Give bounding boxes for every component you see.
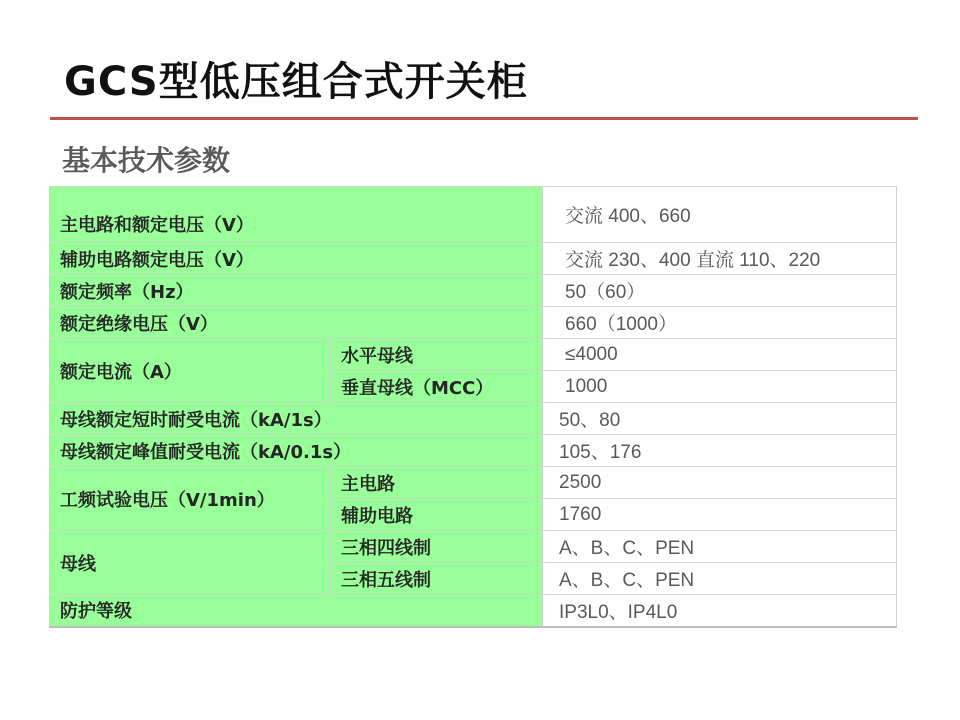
table-row xyxy=(50,595,897,627)
row-value: 交流 400、660 xyxy=(543,187,897,243)
row-value: ≤4000 xyxy=(543,339,897,371)
row-value: A、B、C、PEN xyxy=(543,563,897,595)
row-label: 母线额定峰值耐受电流（kA/0.1s） xyxy=(50,435,543,467)
spec-table xyxy=(49,186,897,628)
row-label: 辅助电路额定电压（V） xyxy=(50,243,543,275)
row-label: 母线 xyxy=(50,531,331,595)
table-row xyxy=(50,467,897,499)
row-value: 50、80 xyxy=(543,403,897,435)
row-sublabel: 水平母线 xyxy=(331,339,543,371)
row-value: 105、176 xyxy=(543,435,897,467)
table-row xyxy=(50,307,897,339)
row-value: 交流 230、400 直流 110、220 xyxy=(543,243,897,275)
row-value: 1000 xyxy=(543,371,897,403)
row-sublabel: 三相四线制 xyxy=(331,531,543,563)
table-row xyxy=(50,275,897,307)
row-sublabel: 辅助电路 xyxy=(331,499,543,531)
row-value: 1760 xyxy=(543,499,897,531)
row-sublabel: 三相五线制 xyxy=(331,563,543,595)
row-label: 工频试验电压（V/1min） xyxy=(50,467,331,531)
row-label: 防护等级 xyxy=(50,595,543,627)
row-label: 母线额定短时耐受电流（kA/1s） xyxy=(50,403,543,435)
row-value: A、B、C、PEN xyxy=(543,531,897,563)
table-row xyxy=(50,435,897,467)
row-label: 额定绝缘电压（V） xyxy=(50,307,543,339)
row-value: 2500 xyxy=(543,467,897,499)
row-value: 660（1000） xyxy=(543,307,897,339)
table-row xyxy=(50,243,897,275)
row-sublabel: 垂直母线（MCC） xyxy=(331,371,543,403)
row-label: 主电路和额定电压（V） xyxy=(50,187,543,243)
row-value: IP3L0、IP4L0 xyxy=(543,595,897,627)
title-divider xyxy=(50,117,918,120)
row-sublabel: 主电路 xyxy=(331,467,543,499)
row-label: 额定频率（Hz） xyxy=(50,275,543,307)
row-value: 50（60） xyxy=(543,275,897,307)
table-row xyxy=(50,403,897,435)
section-subtitle: 基本技术参数 xyxy=(62,144,231,177)
slide-title: GCS型低压组合式开关柜 xyxy=(64,59,528,105)
table-row xyxy=(50,531,897,563)
table-row xyxy=(50,187,897,243)
row-label: 额定电流（A） xyxy=(50,339,331,403)
table-row xyxy=(50,339,897,371)
